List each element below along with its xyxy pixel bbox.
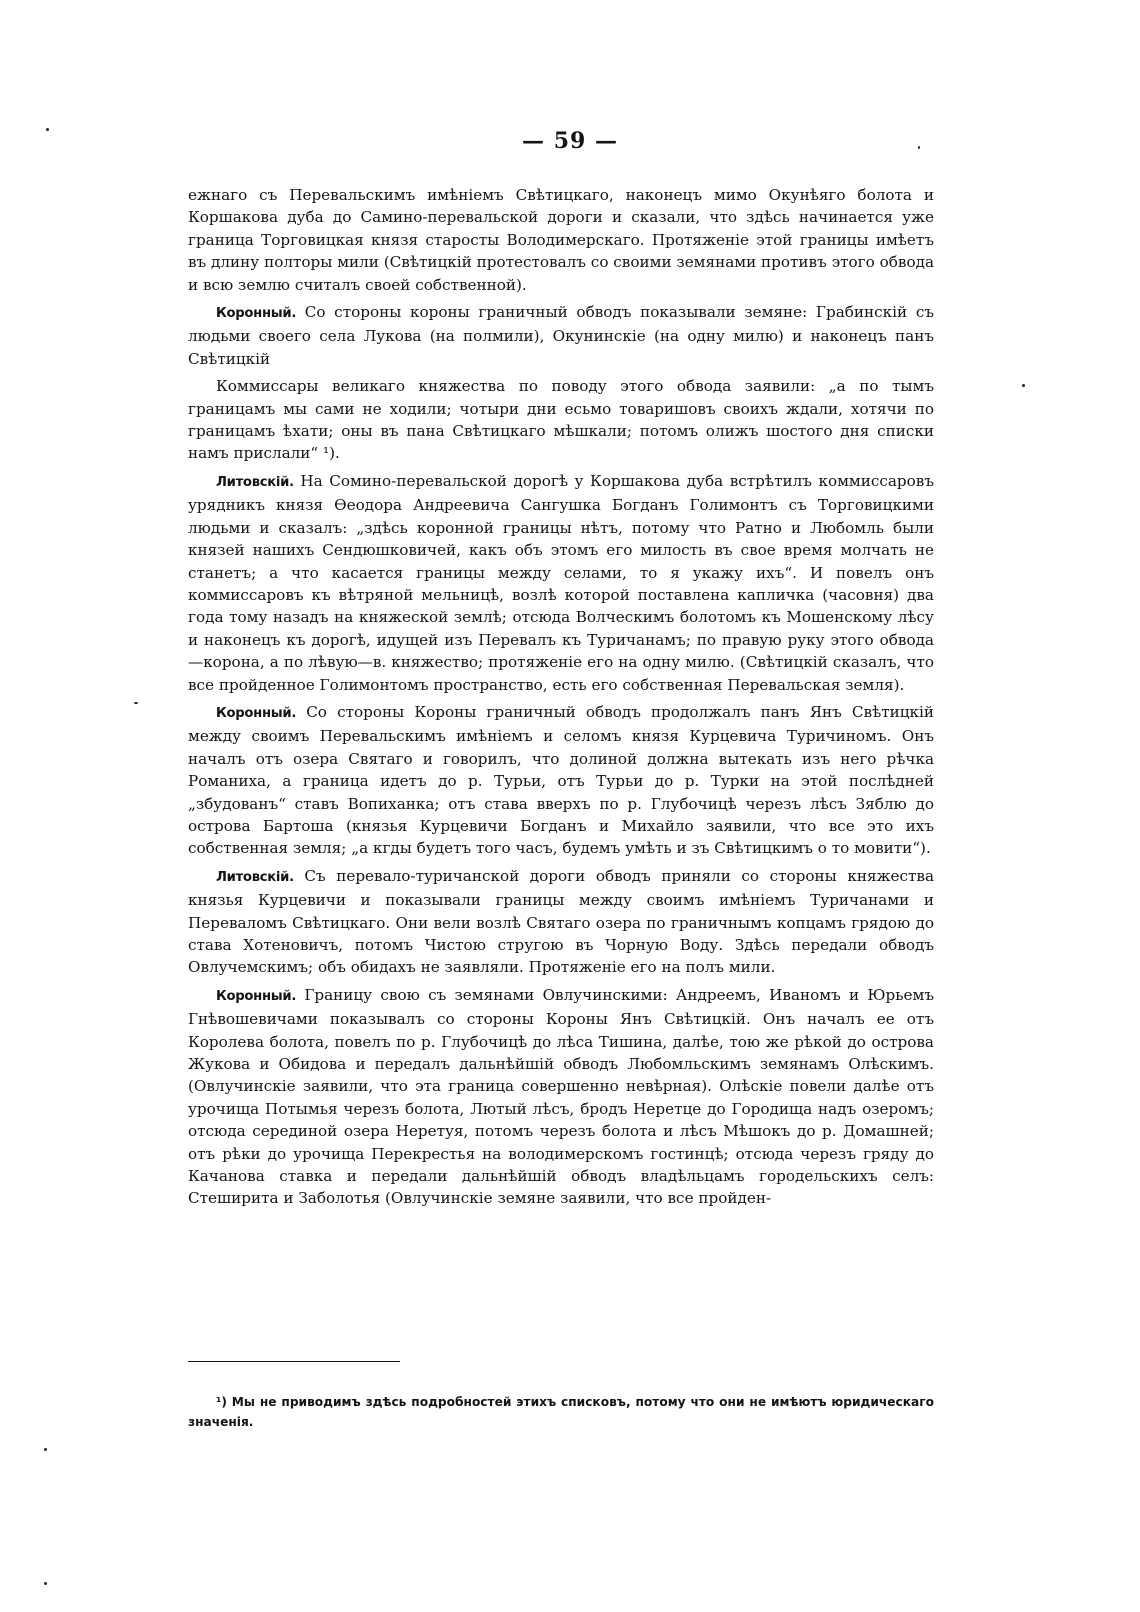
section-label: Литовскій.	[216, 474, 294, 490]
section-label: Литовскій.	[216, 869, 294, 885]
page-number: — 59 —	[522, 128, 618, 154]
scan-speck	[46, 128, 49, 131]
paragraph	[188, 984, 934, 1210]
paragraph-text: Коммиссары великаго княжества по поводу этого обвода заявили: „а по тымъ границамъ мы сами не ходили; чотыри дни есьмо товаришовъ своихъ ждали, хотячи по границамъ ѣхати; оны въ пана Свѣтицкаго мѣшкали; потомъ олижъ шостого дня списки намъ прислали“ ¹).	[188, 377, 934, 463]
paragraph	[188, 865, 934, 979]
section-label: Коронный.	[216, 306, 297, 322]
paragraph	[188, 184, 934, 296]
paragraph	[188, 470, 934, 696]
paragraph-text: На Сомино-перевальской дорогѣ у Коршакова дуба встрѣтилъ коммиссаровъ урядникъ князя Ѳеодора Андреевича Сангушка Богданъ Голимонтъ съ Торговицкими людьми и сказалъ: „здѣсь коронной границы нѣтъ, потому что Ратно и Любомль были князей нашихъ Сендюшковичей, какъ объ этомъ его милость въ свое время молчать не станетъ; а что касается границы между селами, то я укажу ихъ“. И повелъ онъ коммиссаровъ къ вѣтряной мельницѣ, возлѣ которой поставлена капличка (часовня) два года тому назадъ на княжеской землѣ; отсюда Волческимъ болотомъ къ Мошенскому лѣсу и наконецъ къ дорогѣ, идущей изъ Перевалъ къ Туричанамъ; по правую руку этого обвода—корона, а по лѣвую—в. княжество; протяженіе его на одну милю. (Свѣтицкій сказалъ, что все пройденное Голимонтомъ пространство, есть его собственная Перевальская земля).	[188, 471, 935, 694]
footnote: ¹) Мы не приводимъ здѣсь подробностей этихъ списковъ, потому что они не имѣютъ юридическаго значенія.	[188, 1395, 934, 1429]
paragraph	[188, 301, 934, 370]
scan-speck	[1022, 384, 1025, 387]
scan-speck	[44, 1582, 47, 1585]
scan-speck	[44, 1448, 47, 1451]
scan-speck	[918, 146, 920, 149]
paragraph-text: ежнаго съ Перевальскимъ имѣніемъ Свѣтицкаго, наконецъ мимо Окунѣяго болота и Коршакова дуба до Самино-перевальской дороги и сказали, что здѣсь начинается уже граница Торговицкая князя старосты Володимерскаго. Протяженіе этой границы имѣетъ въ длину полторы мили (Свѣтицкій протестовалъ со своими земянами противъ этого обвода и всю землю считалъ своей собственной).	[188, 186, 934, 294]
paragraph	[188, 701, 934, 860]
paragraph-text: Съ перевало-туричанской дороги обводъ приняли со стороны княжества князья Курцевичи и показывали границы между своимъ имѣніемъ Туричанами и Переваломъ Свѣтицкаго. Они вели возлѣ Святаго озера по граничнымъ копцамъ грядою до става Хотеновичъ, потомъ Чистою стругою въ Чорную Воду. Здѣсь передали обводъ Овлучемскимъ; объ обидахъ не заявляли. Протяженіе его на полъ мили.	[188, 866, 934, 977]
paragraph-text: Границу свою съ земянами Овлучинскими: Андреемъ, Иваномъ и Юрьемъ Гнѣвошевичами показывалъ со стороны Короны Янъ Свѣтицкій. Онъ началъ ее отъ Королева болота, повелъ по р. Глубочицѣ до лѣса Тишина, далѣе, тою же рѣкой до острова Жукова и Обидова и передалъ дальнѣйшій обводъ Любомльскимъ земянамъ Олѣскимъ. (Овлучинскіе заявили, что эта граница совершенно невѣрная). Олѣскіе повели далѣе отъ урочища Потымья черезъ болота, Лютый лѣсъ, бродъ Неретце до Городища надъ озеромъ; отсюда серединой озера Неретуя, потомъ черезъ болота и лѣсъ Мѣшокъ до р. Домашней; отъ рѣки до урочища Перекрестья на володимерскомъ гостинцѣ; отсюда черезъ гряду до Качанова ставка и передали дальнѣйшій обводъ владѣльцамъ городельскихъ селъ: Стеширита и Заболотья (Овлучинскіе земяне заявили, что все пройден-	[188, 985, 934, 1208]
scan-speck	[134, 702, 138, 704]
section-label: Коронный.	[216, 988, 297, 1004]
paragraph-text: Со стороны Короны граничный обводъ продолжалъ панъ Янъ Свѣтицкій между своимъ Перевальскимъ имѣніемъ и селомъ князя Курцевича Туричиномъ. Онъ началъ отъ озера Святаго и говорилъ, что долиной должна вытекать изъ него рѣчка Романиха, а граница идетъ до р. Турьи, отъ Турьи до р. Турки на этой послѣдней „збудованъ“ ставъ Вопиханка; отъ става вверхъ по р. Глубочицѣ черезъ лѣсъ Зяблю до острова Бартоша (князья Курцевичи Богданъ и Михайло заявили, что все это ихъ собственная земля; „а кгды будетъ того часъ, будемъ умѣть и зъ Свѣтицкимъ о то мовити“).	[188, 702, 934, 858]
paragraph	[188, 375, 934, 465]
paragraph-text: Со стороны короны граничный обводъ показывали земяне: Грабинскій съ людьми своего села Лукова (на полмили), Окунинскіе (на одну милю) и наконецъ панъ Свѣтицкій	[188, 303, 934, 368]
section-label: Коронный.	[216, 705, 297, 721]
footnote-divider	[188, 1361, 400, 1362]
body-text	[188, 184, 934, 1215]
